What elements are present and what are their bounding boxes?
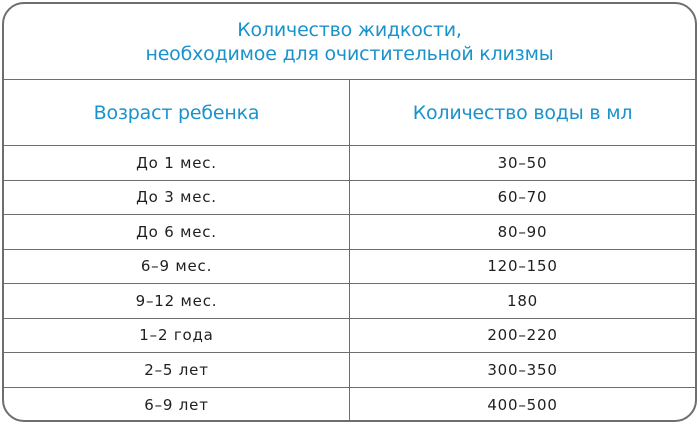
water-cell: 60–70 bbox=[497, 188, 548, 207]
table-row bbox=[4, 353, 695, 388]
table-body bbox=[4, 146, 695, 422]
age-cell: 6–9 мес. bbox=[4, 250, 350, 284]
column-header-age: Возраст ребенка bbox=[4, 80, 350, 145]
column-header-water: Количество воды в мл bbox=[412, 101, 633, 124]
table-frame bbox=[2, 2, 697, 422]
age-cell: До 1 мес. bbox=[4, 146, 350, 180]
water-cell: 400–500 bbox=[487, 395, 558, 414]
table-row bbox=[4, 319, 695, 354]
age-cell: До 6 мес. bbox=[4, 215, 350, 249]
table-row bbox=[4, 215, 695, 250]
age-cell: 1–2 года bbox=[4, 319, 350, 353]
table-row bbox=[4, 181, 695, 216]
table-row bbox=[4, 250, 695, 285]
table-title-line-2: необходимое для очистительной клизмы bbox=[145, 42, 554, 65]
water-cell: 300–350 bbox=[487, 360, 558, 379]
age-cell: 2–5 лет bbox=[4, 353, 350, 387]
table-header-row bbox=[4, 80, 695, 146]
age-cell: До 3 мес. bbox=[4, 181, 350, 215]
table-row bbox=[4, 388, 695, 423]
water-cell: 120–150 bbox=[487, 257, 558, 276]
water-cell: 80–90 bbox=[497, 222, 548, 241]
water-cell: 30–50 bbox=[497, 153, 548, 172]
table-row bbox=[4, 284, 695, 319]
table-row bbox=[4, 146, 695, 181]
water-cell: 200–220 bbox=[487, 326, 558, 345]
table-title bbox=[4, 4, 695, 80]
age-cell: 6–9 лет bbox=[4, 388, 350, 423]
age-cell: 9–12 мес. bbox=[4, 284, 350, 318]
table-title-line-1: Количество жидкости, bbox=[237, 18, 462, 41]
water-cell: 180 bbox=[506, 291, 539, 310]
